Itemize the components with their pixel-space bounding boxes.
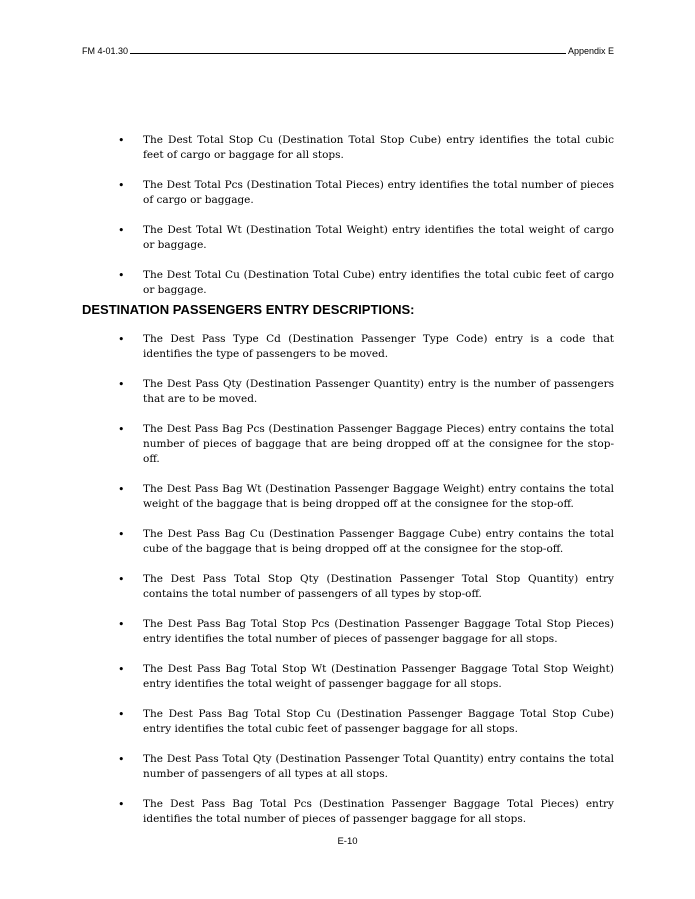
list-item-text: The Dest Pass Total Stop Qty (Destination Passenger Total Stop Quantity) entry contains the total number of passengers of all types by stop-off. — [143, 573, 614, 600]
cargo-entry-list — [118, 133, 614, 313]
list-item-text: The Dest Pass Total Qty (Destination Passenger Total Quantity) entry contains the total number of passengers of all types at all stops. — [143, 753, 614, 780]
bullet-icon: • — [118, 798, 125, 811]
list-item-text: The Dest Pass Bag Pcs (Destination Passenger Baggage Pieces) entry contains the total number of pieces of baggage that are being dropped off at the consignee for the stop-off. — [143, 423, 614, 465]
bullet-icon: • — [118, 753, 125, 766]
bullet-icon: • — [118, 618, 125, 631]
list-item — [118, 332, 614, 362]
list-item — [118, 752, 614, 782]
bullet-icon: • — [118, 269, 125, 282]
bullet-icon: • — [118, 423, 125, 436]
list-item — [118, 662, 614, 692]
list-item — [118, 527, 614, 557]
list-item-text: The Dest Pass Bag Wt (Destination Passenger Baggage Weight) entry contains the total weight of the baggage that is being dropped off at the consignee for the stop-off. — [143, 483, 614, 510]
list-item — [118, 377, 614, 407]
list-item-text: The Dest Total Stop Cu (Destination Total Stop Cube) entry identifies the total cubic feet of cargo or baggage for all stops. — [143, 134, 614, 161]
bullet-icon: • — [118, 528, 125, 541]
list-item-text: The Dest Pass Bag Cu (Destination Passenger Baggage Cube) entry contains the total cube of the baggage that is being dropped off at the consignee for the stop-off. — [143, 528, 614, 555]
list-item-text: The Dest Pass Bag Total Stop Wt (Destination Passenger Baggage Total Stop Weight) entry identifies the total weight of passenger baggage for all stops. — [143, 663, 614, 690]
list-item — [118, 482, 614, 512]
bullet-icon: • — [118, 573, 125, 586]
list-item — [118, 572, 614, 602]
bullet-icon: • — [118, 663, 125, 676]
list-item-text: The Dest Pass Bag Total Stop Pcs (Destination Passenger Baggage Total Stop Pieces) entry identifies the total number of pieces of passenger baggage for all stops. — [143, 618, 614, 645]
list-item — [118, 268, 614, 298]
bullet-icon: • — [118, 333, 125, 346]
list-item — [118, 178, 614, 208]
list-item-text: The Dest Total Pcs (Destination Total Pieces) entry identifies the total number of pieces of cargo or baggage. — [143, 179, 614, 206]
list-item-text: The Dest Pass Type Cd (Destination Passenger Type Code) entry is a code that identifies the type of passengers to be moved. — [143, 333, 614, 360]
bullet-icon: • — [118, 179, 125, 192]
passenger-entry-list — [118, 332, 614, 842]
header-appendix: Appendix E — [567, 46, 614, 56]
list-item-text: The Dest Pass Qty (Destination Passenger Quantity) entry is the number of passengers that are to be moved. — [143, 378, 614, 405]
list-item — [118, 797, 614, 827]
list-item-text: The Dest Total Wt (Destination Total Weight) entry identifies the total weight of cargo or baggage. — [143, 224, 614, 251]
bullet-icon: • — [118, 224, 125, 237]
list-item — [118, 707, 614, 737]
list-item-text: The Dest Pass Bag Total Stop Cu (Destination Passenger Baggage Total Stop Cube) entry identifies the total cubic feet of passenger baggage for all stops. — [143, 708, 614, 735]
bullet-icon: • — [118, 134, 125, 147]
section-heading: DESTINATION PASSENGERS ENTRY DESCRIPTIONS: — [82, 302, 415, 317]
bullet-icon: • — [118, 378, 125, 391]
bullet-icon: • — [118, 708, 125, 721]
header-rule — [130, 53, 566, 54]
page-number: E-10 — [337, 836, 358, 847]
list-item-text: The Dest Total Cu (Destination Total Cube) entry identifies the total cubic feet of cargo or baggage. — [143, 269, 614, 296]
page-header — [82, 42, 614, 56]
list-item — [118, 133, 614, 163]
list-item — [118, 223, 614, 253]
bullet-icon: • — [118, 483, 125, 496]
list-item — [118, 617, 614, 647]
list-item — [118, 422, 614, 467]
header-doc-id: FM 4-01.30 — [82, 46, 129, 56]
list-item-text: The Dest Pass Bag Total Pcs (Destination Passenger Baggage Total Pieces) entry identifies the total number of pieces of passenger baggage for all stops. — [143, 798, 614, 825]
